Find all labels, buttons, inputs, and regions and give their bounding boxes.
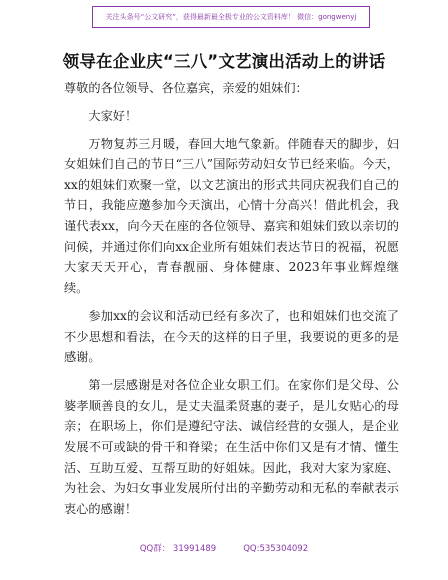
paragraph: 第一层感谢是对各位企业女职工们。在家你们是父母、公婆孝顺善良的女儿，是丈夫温柔贤惠的妻子，是儿女贴心的母亲；在职场上，你们是遵纪守法、诚信经营的女强人，是企业发展不可或缺的骨干和脊梁；在生活中你们又是有才情、懂生活、互助互爱、互帮互助的好姐妹。因此，我对大家为家庭、为社会、为妇女事业发展所付出的辛勤劳动和无私的奉献表示衷心的感谢！ [64, 378, 399, 516]
document-body [64, 78, 399, 527]
contact-footer: QQ群： 31991489 QQ:535304092 [139, 544, 309, 554]
paragraph: 参加xx的会议和活动已经有多次了，也和姐妹们也交流了不少思想和看法，在今天的这样的日子里，我要说的更多的是感谢。 [64, 308, 399, 365]
salutation: 尊敬的各位领导、各位嘉宾，亲爱的姐妹们： [64, 81, 308, 95]
greeting: 大家好！ [88, 108, 138, 123]
promo-banner: 关注头条号“公文研究”，获得最新最全极专业的公文资料库！ 微信：gongwenyj [92, 6, 370, 28]
paragraph: 万物复苏三月暖，春回大地气象新。伴随春天的脚步，妇女姐妹们自己的节日“三八”国际劳动妇女节已经来临。今天，xx的姐妹们欢聚一堂，以文艺演出的形式共同庆祝我们自己的节日，我能应邀参加今天演出，心情十分高兴！借此机会，我谨代表xx，向今天在座的各位领导、嘉宾和姐妹们致以亲切的问候，并通过你们向xx企业所有姐妹们表达节日的祝福，祝愿大家天天开心，青春靓丽、身体健康、2023年事业辉煌继续。 [64, 136, 399, 295]
document-title: 领导在企业庆“三八”文艺演出活动上的讲话 [62, 52, 386, 71]
